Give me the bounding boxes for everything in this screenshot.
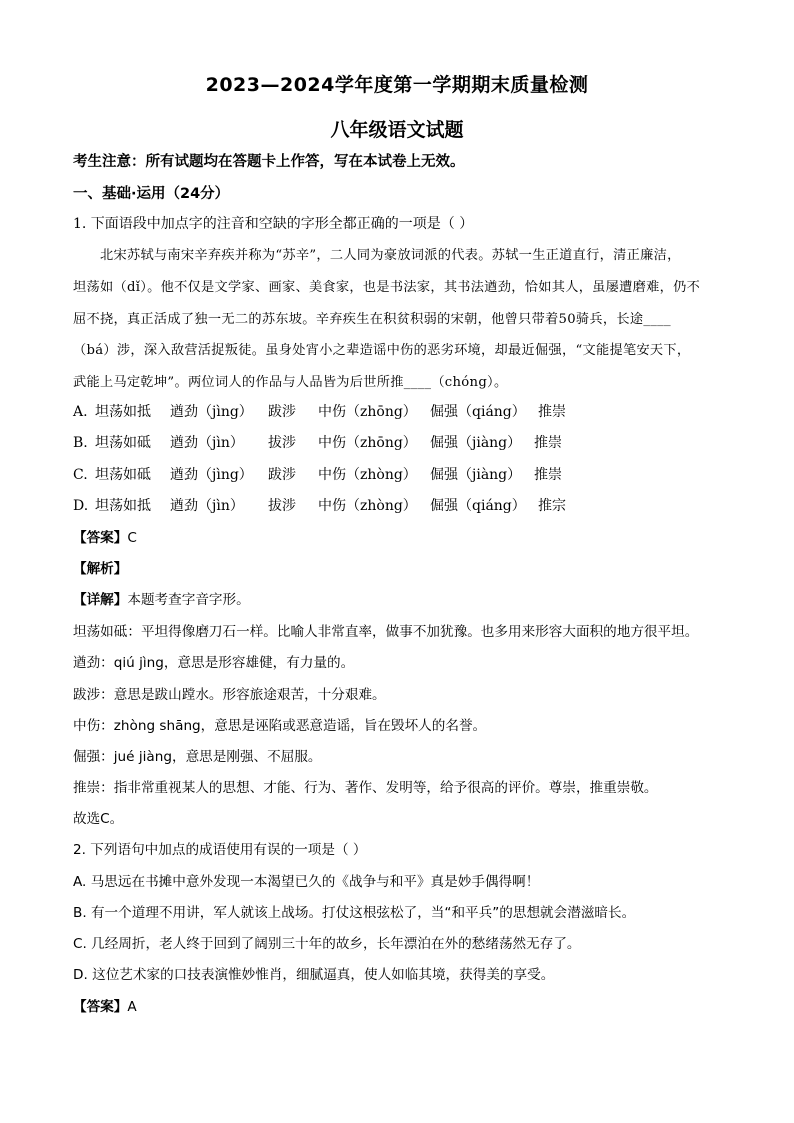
explanation-line: 坦荡如砥：平坦得像磨刀石一样。比喻人非常直率，做事不加犹豫。也多用来形容大面积的地方很平坦。 xyxy=(73,624,699,640)
answer-1: 【答案】C xyxy=(73,530,137,546)
passage-line: （bá）涉，深入敌营活捉叛徒。虽身处宵小之辈造谣中伤的恶劣环境，却最近倔强，“文能提笔安天下， xyxy=(73,343,691,358)
passage-line: 武能上马定乾坤”。两位词人的作品与人品皆为后世所推____（chóng）。 xyxy=(73,375,508,390)
passage-line: 坦荡如（dǐ）。他不仅是文学家、画家、美食家，也是书法家，其书法遒劲，恰如其人，虽屡遭磨难，仍不 xyxy=(73,280,701,295)
page-subtitle: 八年级语文试题 xyxy=(330,119,464,141)
explanation-line: 倔强：jué jiàng，意思是刚强、不屈服。 xyxy=(73,749,322,765)
explanation-line: 跋涉：意思是跋山蹚水。形容旅途艰苦，十分艰难。 xyxy=(73,687,386,703)
passage-line: 北宋苏轼与南宋辛弃疾并称为“苏辛”，二人同为豪放词派的代表。苏轼一生正道直行，清正廉洁， xyxy=(100,248,681,263)
option-c: C. 坦荡如砥 遒劲（jìng） 跋涉 中伤（zhòng） 倔强（jiàng） 推崇 xyxy=(73,467,562,483)
question-1-stem: 1. 下面语段中加点字的注音和空缺的字形全都正确的一项是（ ） xyxy=(73,216,474,232)
option-d: D. 坦荡如抵 遒劲（jìn） 拔涉 中伤（zhòng） 倔强（qiáng） 推宗 xyxy=(73,498,566,514)
section-heading: 一、基础·运用（24分） xyxy=(73,186,230,202)
explanation-line: 故选C。 xyxy=(73,811,124,827)
explanation-line: 中伤：zhòng shāng，意思是诬陷或恶意造谣，旨在毁坏人的名誉。 xyxy=(73,718,487,734)
detail-1: 【详解】本题考查字音字形。 xyxy=(73,592,250,608)
explanation-line: 推崇：指非常重视某人的思想、才能、行为、著作、发明等，给予很高的评价。尊崇，推重崇敬。 xyxy=(73,780,658,796)
analysis-tag: 【解析】 xyxy=(73,561,128,577)
candidate-notice: 考生注意：所有试题均在答题卡上作答，写在本试卷上无效。 xyxy=(73,154,465,170)
option-b: B. 坦荡如砥 遒劲（jìn） 拔涉 中伤（zhōng） 倔强（jiàng） 推崇 xyxy=(73,435,562,451)
option-d: D. 这位艺术家的口技表演惟妙惟肖，细腻逼真，使人如临其境，获得美的享受。 xyxy=(73,967,555,983)
question-2-stem: 2. 下列语句中加点的成语使用有误的一项是（ ） xyxy=(73,842,367,858)
page-title: 2023—2024学年度第一学期期末质量检测 xyxy=(205,74,589,96)
passage-line: 屈不挠，真正活成了独一无二的苏东坡。辛弃疾生在积贫积弱的宋朝，他曾只带着50骑兵，长途____ xyxy=(73,312,671,327)
option-c: C. 几经周折，老人终于回到了阔别三十年的故乡，长年漂泊在外的愁绪荡然无存了。 xyxy=(73,936,581,952)
answer-2: 【答案】A xyxy=(73,999,137,1015)
option-a: A. 坦荡如抵 遒劲（jìng） 跋涉 中伤（zhōng） 倔强（qiáng） 推崇 xyxy=(73,404,566,420)
option-b: B. 有一个道理不用讲，军人就该上战场。打仗这根弦松了，当“和平兵”的思想就会潜滋暗长。 xyxy=(73,905,636,921)
option-a: A. 马思远在书摊中意外发现一本渴望已久的《战争与和平》真是妙手偶得啊！ xyxy=(73,874,540,890)
explanation-line: 遒劲：qiú jìng，意思是形容雄健，有力量的。 xyxy=(73,655,355,671)
